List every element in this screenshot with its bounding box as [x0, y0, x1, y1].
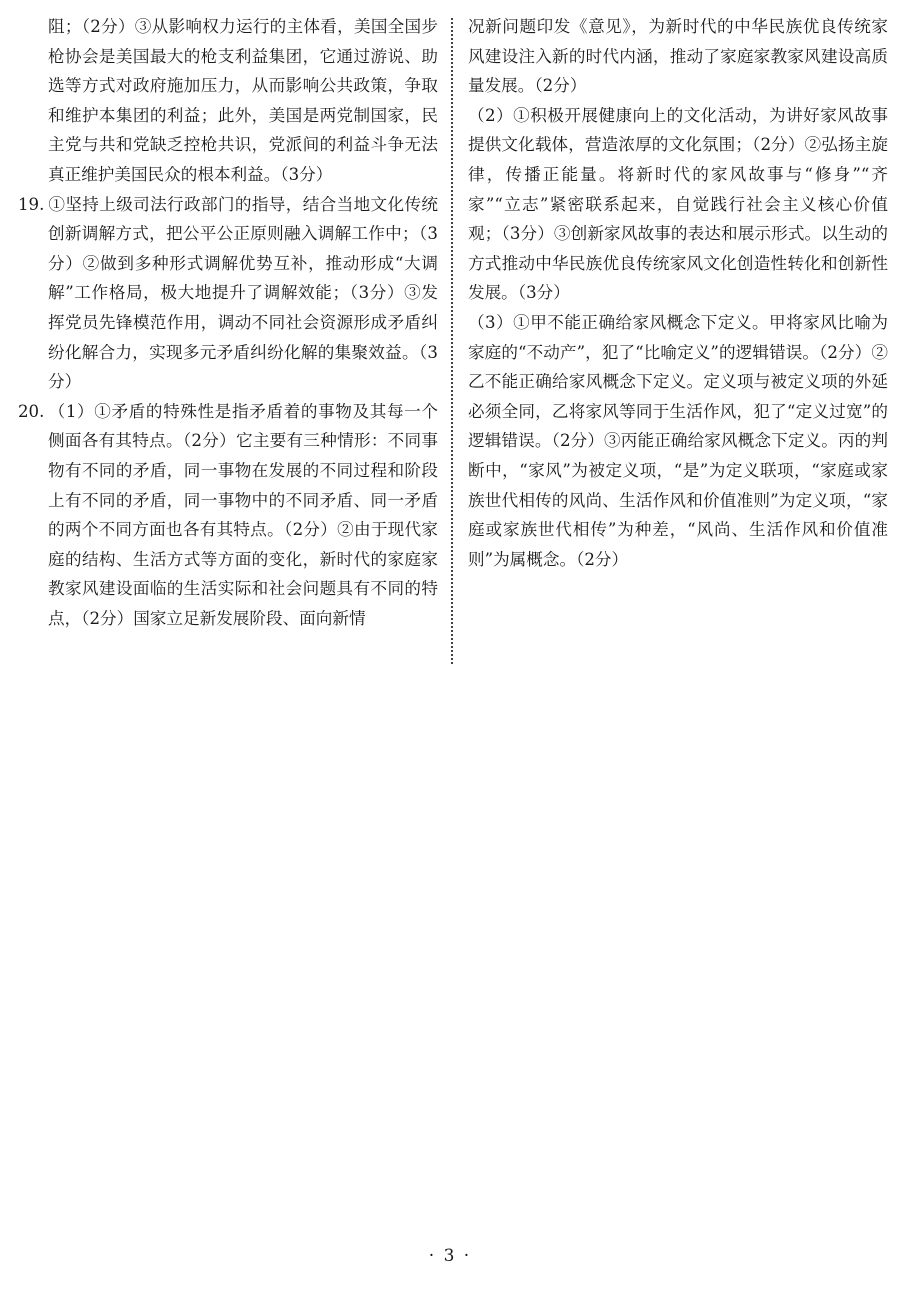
question-20-number: 20. [18, 401, 45, 421]
left-column [18, 12, 438, 633]
question-19-answer [18, 190, 438, 397]
column-divider [451, 18, 453, 664]
q20-part2 [468, 101, 888, 308]
question-19-number: 19. [18, 194, 45, 214]
question-20-answer [18, 397, 438, 634]
q20-part1-continuation-text: 况新问题印发《意见》，为新时代的中华民族优良传统家风建设注入新的时代内涵，推动了家庭家教家风建设高质量发展。（2分） [468, 17, 888, 96]
q20-part3 [468, 308, 888, 574]
q20-part3-text: （3）①甲不能正确给家风概念下定义。甲将家风比喻为家庭的“不动产”，犯了“比喻定义”的逻辑错误。（2分）②乙不能正确给家风概念下定义。定义项与被定义项的外延必须全同，乙将家风等同于生活作风，犯了“定义过宽”的逻辑错误。（2分）③丙能正确给家风概念下定义。丙的判断中，“家风”为被定义项，“是”为定义联项，“家庭或家族世代相传的风尚、生活作风和价值准则”为定义项，“家庭或家族世代相传”为种差，“风尚、生活作风和价值准则”为属概念。（2分） [468, 312, 888, 569]
q18-continuation [18, 12, 438, 190]
q18-continuation-text: 阻；（2分）③从影响权力运行的主体看，美国全国步枪协会是美国最大的枪支利益集团，它通过游说、助选等方式对政府施加压力，从而影响公共政策，争取和维护本集团的利益；此外，美国是两党制国家，民主党与共和党缺乏控枪共识，党派间的利益斗争无法真正维护美国民众的根本利益。（3分） [48, 17, 438, 184]
q20-part1-continuation [468, 12, 888, 101]
right-column [468, 12, 888, 574]
question-20-text: （1）①矛盾的特殊性是指矛盾着的事物及其每一个侧面各有其特点。（2分）它主要有三种情形：不同事物有不同的矛盾，同一事物在发展的不同过程和阶段上有不同的矛盾，同一事物中的不同矛盾、同一矛盾的两个不同方面也各有其特点。（2分）②由于现代家庭的结构、生活方式等方面的变化，新时代的家庭家教家风建设面临的生活实际和社会问题具有不同的特点，（2分）国家立足新发展阶段、面向新情 [48, 401, 438, 628]
page-number: · 3 · [428, 1246, 472, 1266]
q20-part2-text: （2）①积极开展健康向上的文化活动，为讲好家风故事提供文化载体，营造浓厚的文化氛围；（2分）②弘扬主旋律，传播正能量。将新时代的家风故事与“修身”“齐家”“立志”紧密联系起来，自觉践行社会主义核心价值观；（3分）③创新家风故事的表达和展示形式。以生动的方式推动中华民族优良传统家风文化创造性转化和创新性发展。（3分） [468, 105, 888, 303]
question-19-text: ①坚持上级司法行政部门的指导，结合当地文化传统创新调解方式，把公平公正原则融入调解工作中；（3分）②做到多种形式调解优势互补，推动形成“大调解”工作格局，极大地提升了调解效能；（3分）③发挥党员先锋模范作用，调动不同社会资源形成矛盾纠纷化解合力，实现多元矛盾纠纷化解的集聚效益。（3分） [48, 194, 438, 392]
